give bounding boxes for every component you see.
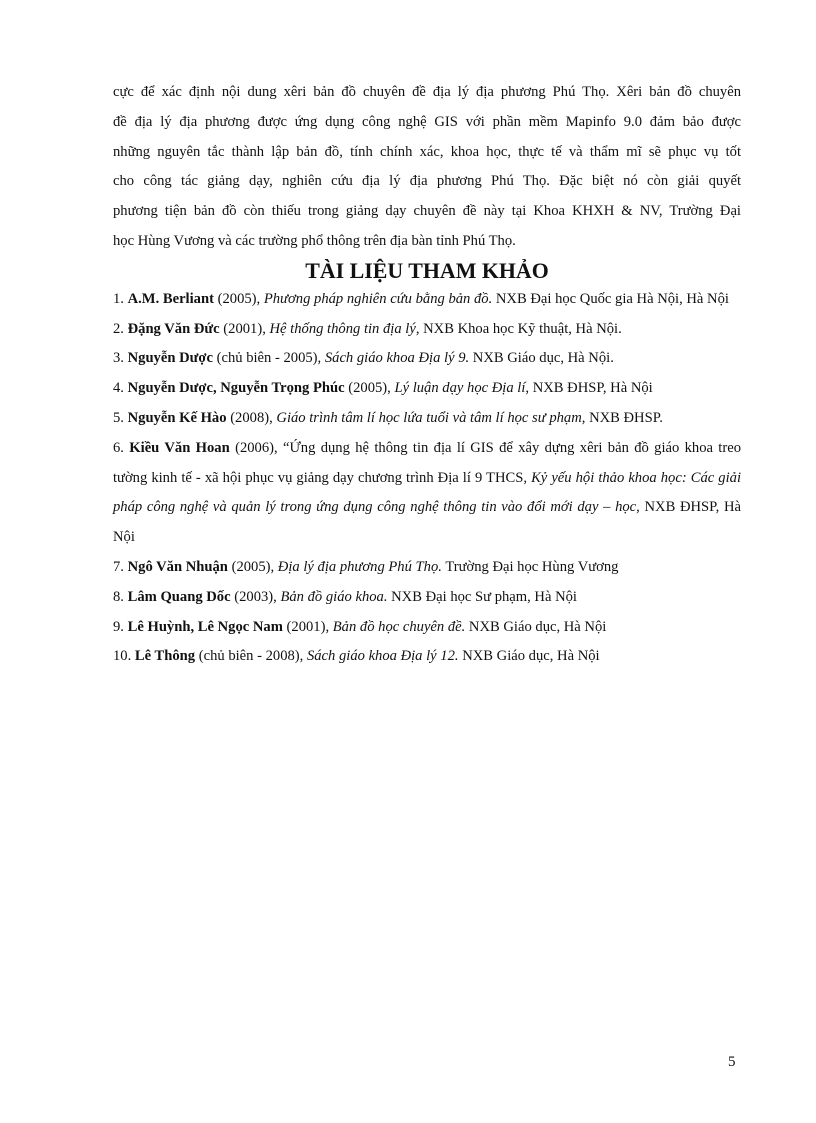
reference-author: Lê Thông: [134, 648, 196, 665]
page-content: [113, 78, 741, 672]
reference-item: [113, 344, 741, 374]
reference-publisher: Trường Đại học Hùng Vương: [445, 558, 619, 575]
reference-author: Nguyễn Dược: [127, 350, 213, 367]
reference-author: Nguyễn Kế Hào: [127, 409, 227, 426]
reference-item: [113, 642, 741, 672]
reference-number: 4.: [113, 380, 124, 397]
intro-line: những nguyên tắc thành lập bản đồ, tính chính xác, khoa học, thực tế và thẩm mĩ sẽ phục vụ tốt: [113, 143, 741, 160]
reference-number: 5.: [113, 409, 124, 426]
intro-line: phương tiện bản đồ còn thiếu trong giảng dạy chuyên đề này tại Khoa KHXH & NV, Trường Đại: [113, 203, 741, 220]
reference-title: Giáo trình tâm lí học lứa tuổi và tâm lí học sư phạm,: [276, 409, 586, 426]
reference-item: [113, 404, 741, 434]
reference-number: 8.: [113, 588, 124, 605]
reference-year: (2001),: [223, 320, 266, 337]
reference-year: (2006), “Ứng dụng hệ thông tin địa lí GIS để xây dựng xêri bản đồ giáo khoa treo tường kinh tế - xã hội phục vụ giảng dạy chương trình Địa lí 9 THCS,: [113, 439, 741, 486]
intro-line: cực để xác định nội dung xêri bản đồ chuyên đề địa lý địa phương Phú Thọ. Xêri bản đồ chuyên: [113, 84, 741, 100]
reference-publisher: NXB Đại học Quốc gia Hà Nội, Hà Nội: [495, 290, 729, 307]
reference-number: 2.: [113, 320, 124, 337]
reference-number: 7.: [113, 558, 124, 575]
references-heading: TÀI LIỆU THAM KHẢO: [305, 257, 549, 283]
reference-title: Bản đồ học chuyên đề.: [332, 618, 466, 635]
reference-item: [113, 434, 741, 553]
reference-year: (2005),: [217, 290, 261, 307]
reference-publisher: NXB Giáo dục, Hà Nội: [468, 618, 607, 635]
reference-author: Lâm Quang Dốc: [127, 588, 231, 605]
reference-author: Lê Huỳnh, Lê Ngọc Nam: [127, 618, 283, 635]
intro-line: đề địa lý địa phương được ứng dụng công nghệ GIS với phần mềm Mapinfo 9.0 đảm bảo được: [113, 113, 741, 130]
reference-title: Lý luận dạy học Địa lí: [394, 380, 526, 397]
reference-publisher: NXB Giáo dục, Hà Nội.: [472, 350, 614, 367]
reference-title: Hệ thống thông tin địa lý: [269, 320, 416, 337]
reference-author: Đặng Văn Đức: [127, 320, 220, 337]
reference-number: 3.: [113, 350, 124, 367]
reference-item: [113, 583, 741, 613]
reference-author: Nguyễn Dược, Nguyễn Trọng Phúc: [127, 380, 345, 397]
reference-title: Sách giáo khoa Địa lý 9.: [324, 350, 470, 367]
reference-item: [113, 374, 741, 404]
references-list: [113, 285, 741, 672]
intro-line: học Hùng Vương và các trường phổ thông trên địa bàn tỉnh Phú Thọ.: [113, 232, 516, 249]
reference-title: Bản đồ giáo khoa.: [280, 588, 388, 605]
reference-number: 6.: [113, 439, 124, 456]
reference-item: [113, 553, 741, 583]
intro-paragraph: [113, 78, 741, 257]
reference-publisher: NXB ĐHSP.: [589, 409, 663, 426]
reference-year: (2003),: [234, 588, 277, 605]
reference-year: (2001),: [286, 618, 330, 635]
reference-author: A.M. Berliant: [127, 290, 214, 307]
reference-year: (chủ biên - 2005),: [216, 350, 322, 367]
reference-title: Phương pháp nghiên cứu bằng bản đồ.: [263, 290, 493, 307]
reference-author: Ngô Văn Nhuận: [127, 558, 228, 575]
reference-year: (2005),: [231, 558, 275, 575]
reference-publisher: NXB Giáo dục, Hà Nội: [462, 648, 600, 665]
reference-title: Sách giáo khoa Địa lý 12.: [306, 648, 459, 665]
reference-year: (chủ biên - 2008),: [198, 648, 304, 665]
intro-line: cho công tác giảng dạy, nghiên cứu địa lý địa phương Phú Thọ. Đặc biệt nó còn giải quyết: [113, 173, 741, 190]
reference-publisher: NXB Đại học Sư phạm, Hà Nội: [391, 588, 577, 605]
reference-item: [113, 613, 741, 643]
page-number: 5: [728, 1054, 736, 1070]
reference-publisher: , NXB ĐHSP, Hà Nội: [525, 380, 653, 397]
reference-number: 10.: [113, 648, 132, 665]
reference-title: Địa lý địa phương Phú Thọ.: [277, 558, 442, 575]
reference-author: Kiều Văn Hoan: [129, 439, 230, 456]
reference-item: [113, 315, 741, 345]
reference-year: (2005),: [348, 380, 391, 397]
reference-publisher: NXB ĐHSP, Hà Nội: [113, 499, 741, 546]
reference-publisher: , NXB Khoa học Kỹ thuật, Hà Nội.: [415, 320, 622, 337]
reference-item: [113, 285, 741, 315]
reference-number: 1.: [113, 290, 124, 307]
reference-title: Kỷ yếu hội thảo khoa học: Các giải pháp công nghệ và quản lý trong ứng dụng công nghệ thông tin vào đổi mới dạy – học,: [113, 469, 741, 516]
reference-year: (2008),: [230, 409, 273, 426]
reference-number: 9.: [113, 618, 124, 635]
